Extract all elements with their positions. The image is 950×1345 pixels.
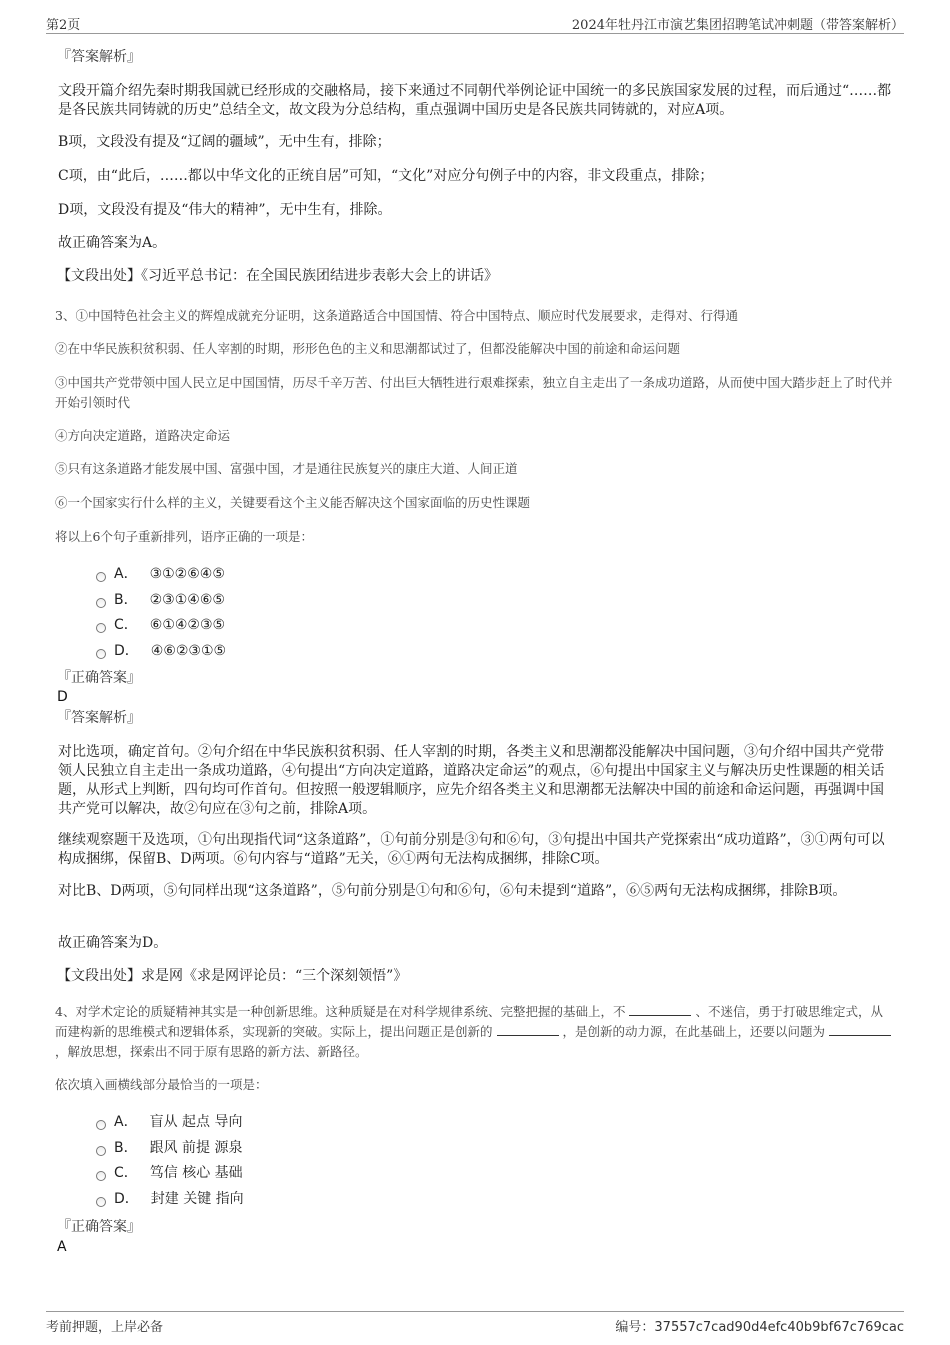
- q3-sentence-6: ⑥一个国家实行什么样的主义，关键要看这个主义能否解决这个国家面临的历史性课题: [55, 495, 531, 510]
- q3-option-a[interactable]: [96, 565, 225, 583]
- q4-option-b[interactable]: [96, 1139, 243, 1157]
- q4-answer-value: A: [57, 1239, 67, 1255]
- q3-answer-heading: 『正确答案』: [57, 670, 141, 686]
- option-letter: D．: [114, 643, 139, 659]
- q3-analysis-paragraph-2: 继续观察题干及选项，①句出现指代词“这条道路”，①句前分别是③句和⑥句，③句提出中国共产党探索出“成功道路”，③①两句可以构成捆绑，保留B、D两项。⑥句内容与“道路”无关，⑥①两句无法构成捆绑，排除C项。: [58, 832, 885, 867]
- q4-stem-part-2: 、不迷信，勇于打破思维定式，从而建构新的思维模式和逻辑体系，实现新的突破。实际上，提出问题正是创新的: [55, 1004, 883, 1039]
- q2-source: 【文段出处】《习近平总书记：在全国民族团结进步表彰大会上的讲话》: [57, 268, 498, 284]
- option-letter: A．: [114, 566, 138, 582]
- option-letter: B．: [114, 592, 138, 608]
- option-letter: A．: [114, 1114, 138, 1130]
- q4-stem-part-1: 4、对学术定论的质疑精神其实是一种创新思维。这种质疑是在对科学规律系统、完整把握的基础上，不: [55, 1004, 626, 1019]
- q3-answer-value: D: [57, 689, 68, 705]
- q3-analysis-heading: 『答案解析』: [57, 710, 141, 726]
- radio-button[interactable]: [96, 623, 106, 633]
- q4-prompt: 依次填入画横线部分最恰当的一项是：: [55, 1077, 268, 1092]
- q3-option-c[interactable]: [96, 616, 225, 634]
- q4-stem: [55, 1002, 895, 1062]
- q4-option-a[interactable]: [96, 1113, 242, 1131]
- q4-blank-3: [829, 1024, 891, 1036]
- radio-button[interactable]: [96, 598, 106, 608]
- q2-analysis-conclusion: 故正确答案为A。: [58, 235, 167, 251]
- code-value: 37557c7cad90d4efc40b9bf67c769cac: [654, 1320, 904, 1335]
- q4-option-d[interactable]: [96, 1190, 244, 1208]
- document-code: [615, 1316, 904, 1335]
- q3-sentence-4: ④方向决定道路，道路决定命运: [55, 428, 231, 443]
- q4-stem-part-3: ，是创新的动力源，在此基础上，还要以问题为: [562, 1024, 825, 1039]
- q4-stem-part-4: ，解放思想，探索出不同于原有思路的新方法、新路径。: [55, 1044, 368, 1059]
- radio-button[interactable]: [96, 1120, 106, 1130]
- footer-slogan: 考前押题，上岸必备: [46, 1320, 164, 1335]
- q3-source: 【文段出处】求是网《求是网评论员：“三个深刻领悟”》: [57, 968, 408, 984]
- q3-sentence-3: ③中国共产党带领中国人民立足中国国情，历尽千辛万苦、付出巨大牺牲进行艰难探索，独立自主走出了一条成功道路，从而使中国大踏步赶上了时代并开始引领时代: [55, 375, 893, 410]
- option-letter: C．: [114, 617, 138, 633]
- q3-analysis-paragraph-3: 对比B、D两项，⑤句同样出现“这条道路”，⑤句前分别是①句和⑥句，⑥句未提到“道路”，⑥⑤两句无法构成捆绑，排除B项。: [58, 883, 847, 899]
- q2-analysis-heading: 『答案解析』: [57, 49, 141, 65]
- q3-sentence-5: ⑤只有这条道路才能发展中国、富强中国，才是通往民族复兴的康庄大道、人间正道: [55, 461, 518, 476]
- q2-analysis-paragraph-4: D项，文段没有提及“伟大的精神”，无中生有，排除。: [58, 202, 392, 218]
- q2-analysis-paragraph-3: C项，由“此后，……都以中华文化的正统自居”可知，“文化”对应分句例子中的内容，非文段重点，排除；: [58, 168, 714, 184]
- option-text: 笃信 核心 基础: [149, 1165, 243, 1181]
- option-text: 跟风 前提 源泉: [149, 1140, 243, 1156]
- q3-analysis-conclusion: 故正确答案为D。: [58, 935, 168, 951]
- radio-button[interactable]: [96, 1197, 106, 1207]
- q3-option-b[interactable]: [96, 591, 225, 609]
- q4-option-c[interactable]: [96, 1164, 243, 1182]
- option-text: ③①②⑥④⑤: [149, 566, 225, 582]
- q2-analysis-paragraph-2: B项，文段没有提及“辽阔的疆域”，无中生有，排除；: [58, 134, 391, 150]
- option-text: ⑥①④②③⑤: [149, 617, 226, 633]
- option-letter: B．: [114, 1140, 138, 1156]
- code-label: 编号：: [615, 1320, 655, 1335]
- q3-sentence-1: 3、①中国特色社会主义的辉煌成就充分证明，这条道路适合中国国情、符合中国特点、顺应时代发展要求，走得对、行得通: [55, 308, 738, 323]
- q3-prompt: 将以上6个句子重新排列，语序正确的一项是：: [55, 529, 313, 544]
- document-title: 2024年牡丹江市演艺集团招聘笔试冲刺题（带答案解析）: [571, 18, 904, 33]
- radio-button[interactable]: [96, 1171, 106, 1181]
- q4-blank-2: [497, 1024, 559, 1036]
- page-header: [46, 10, 904, 34]
- q4-answer-heading: 『正确答案』: [57, 1219, 141, 1235]
- option-text: 封建 关键 指向: [150, 1191, 244, 1207]
- radio-button[interactable]: [96, 1146, 106, 1156]
- page-number: 第2页: [46, 18, 81, 33]
- option-letter: C．: [114, 1165, 138, 1181]
- option-text: ④⑥②③①⑤: [150, 643, 227, 659]
- option-text: ②③①④⑥⑤: [149, 592, 225, 608]
- q3-sentence-2: ②在中华民族积贫积弱、任人宰割的时期，形形色色的主义和思潮都试过了，但都没能解决中国的前途和命运问题: [55, 341, 681, 356]
- q4-blank-1: [629, 1004, 691, 1016]
- q3-analysis-paragraph-1: 对比选项，确定首句。②句介绍在中华民族积贫积弱、任人宰割的时期，各类主义和思潮都没能解决中国问题，③句介绍中国共产党带领人民独立自主走出一条成功道路，④句提出“方向决定道路，道路决定命运”的观点，⑥句提出中国家主义与解决历史性课题的相关话题，从形式上判断，四句均可作首句。但按照一般逻辑顺序，应先介绍各类主义和思潮都无法解决中国的前途和命运问题，再强调中国共产党可以解决，故②句应在③句之前，排除A项。: [58, 744, 885, 817]
- option-letter: D．: [114, 1191, 139, 1207]
- q3-option-d[interactable]: [96, 642, 226, 660]
- page-footer: [46, 1311, 904, 1335]
- radio-button[interactable]: [96, 649, 106, 659]
- option-text: 盲从 起点 导向: [149, 1114, 243, 1130]
- q2-analysis-paragraph-1: 文段开篇介绍先秦时期我国就已经形成的交融格局，接下来通过不同朝代举例论证中国统一的多民族国家发展的过程，而后通过“……都是各民族共同铸就的历史”总结全文，故文段为分总结构，重点强调中国历史是各民族共同铸就的，对应A项。: [58, 83, 892, 118]
- radio-button[interactable]: [96, 572, 106, 582]
